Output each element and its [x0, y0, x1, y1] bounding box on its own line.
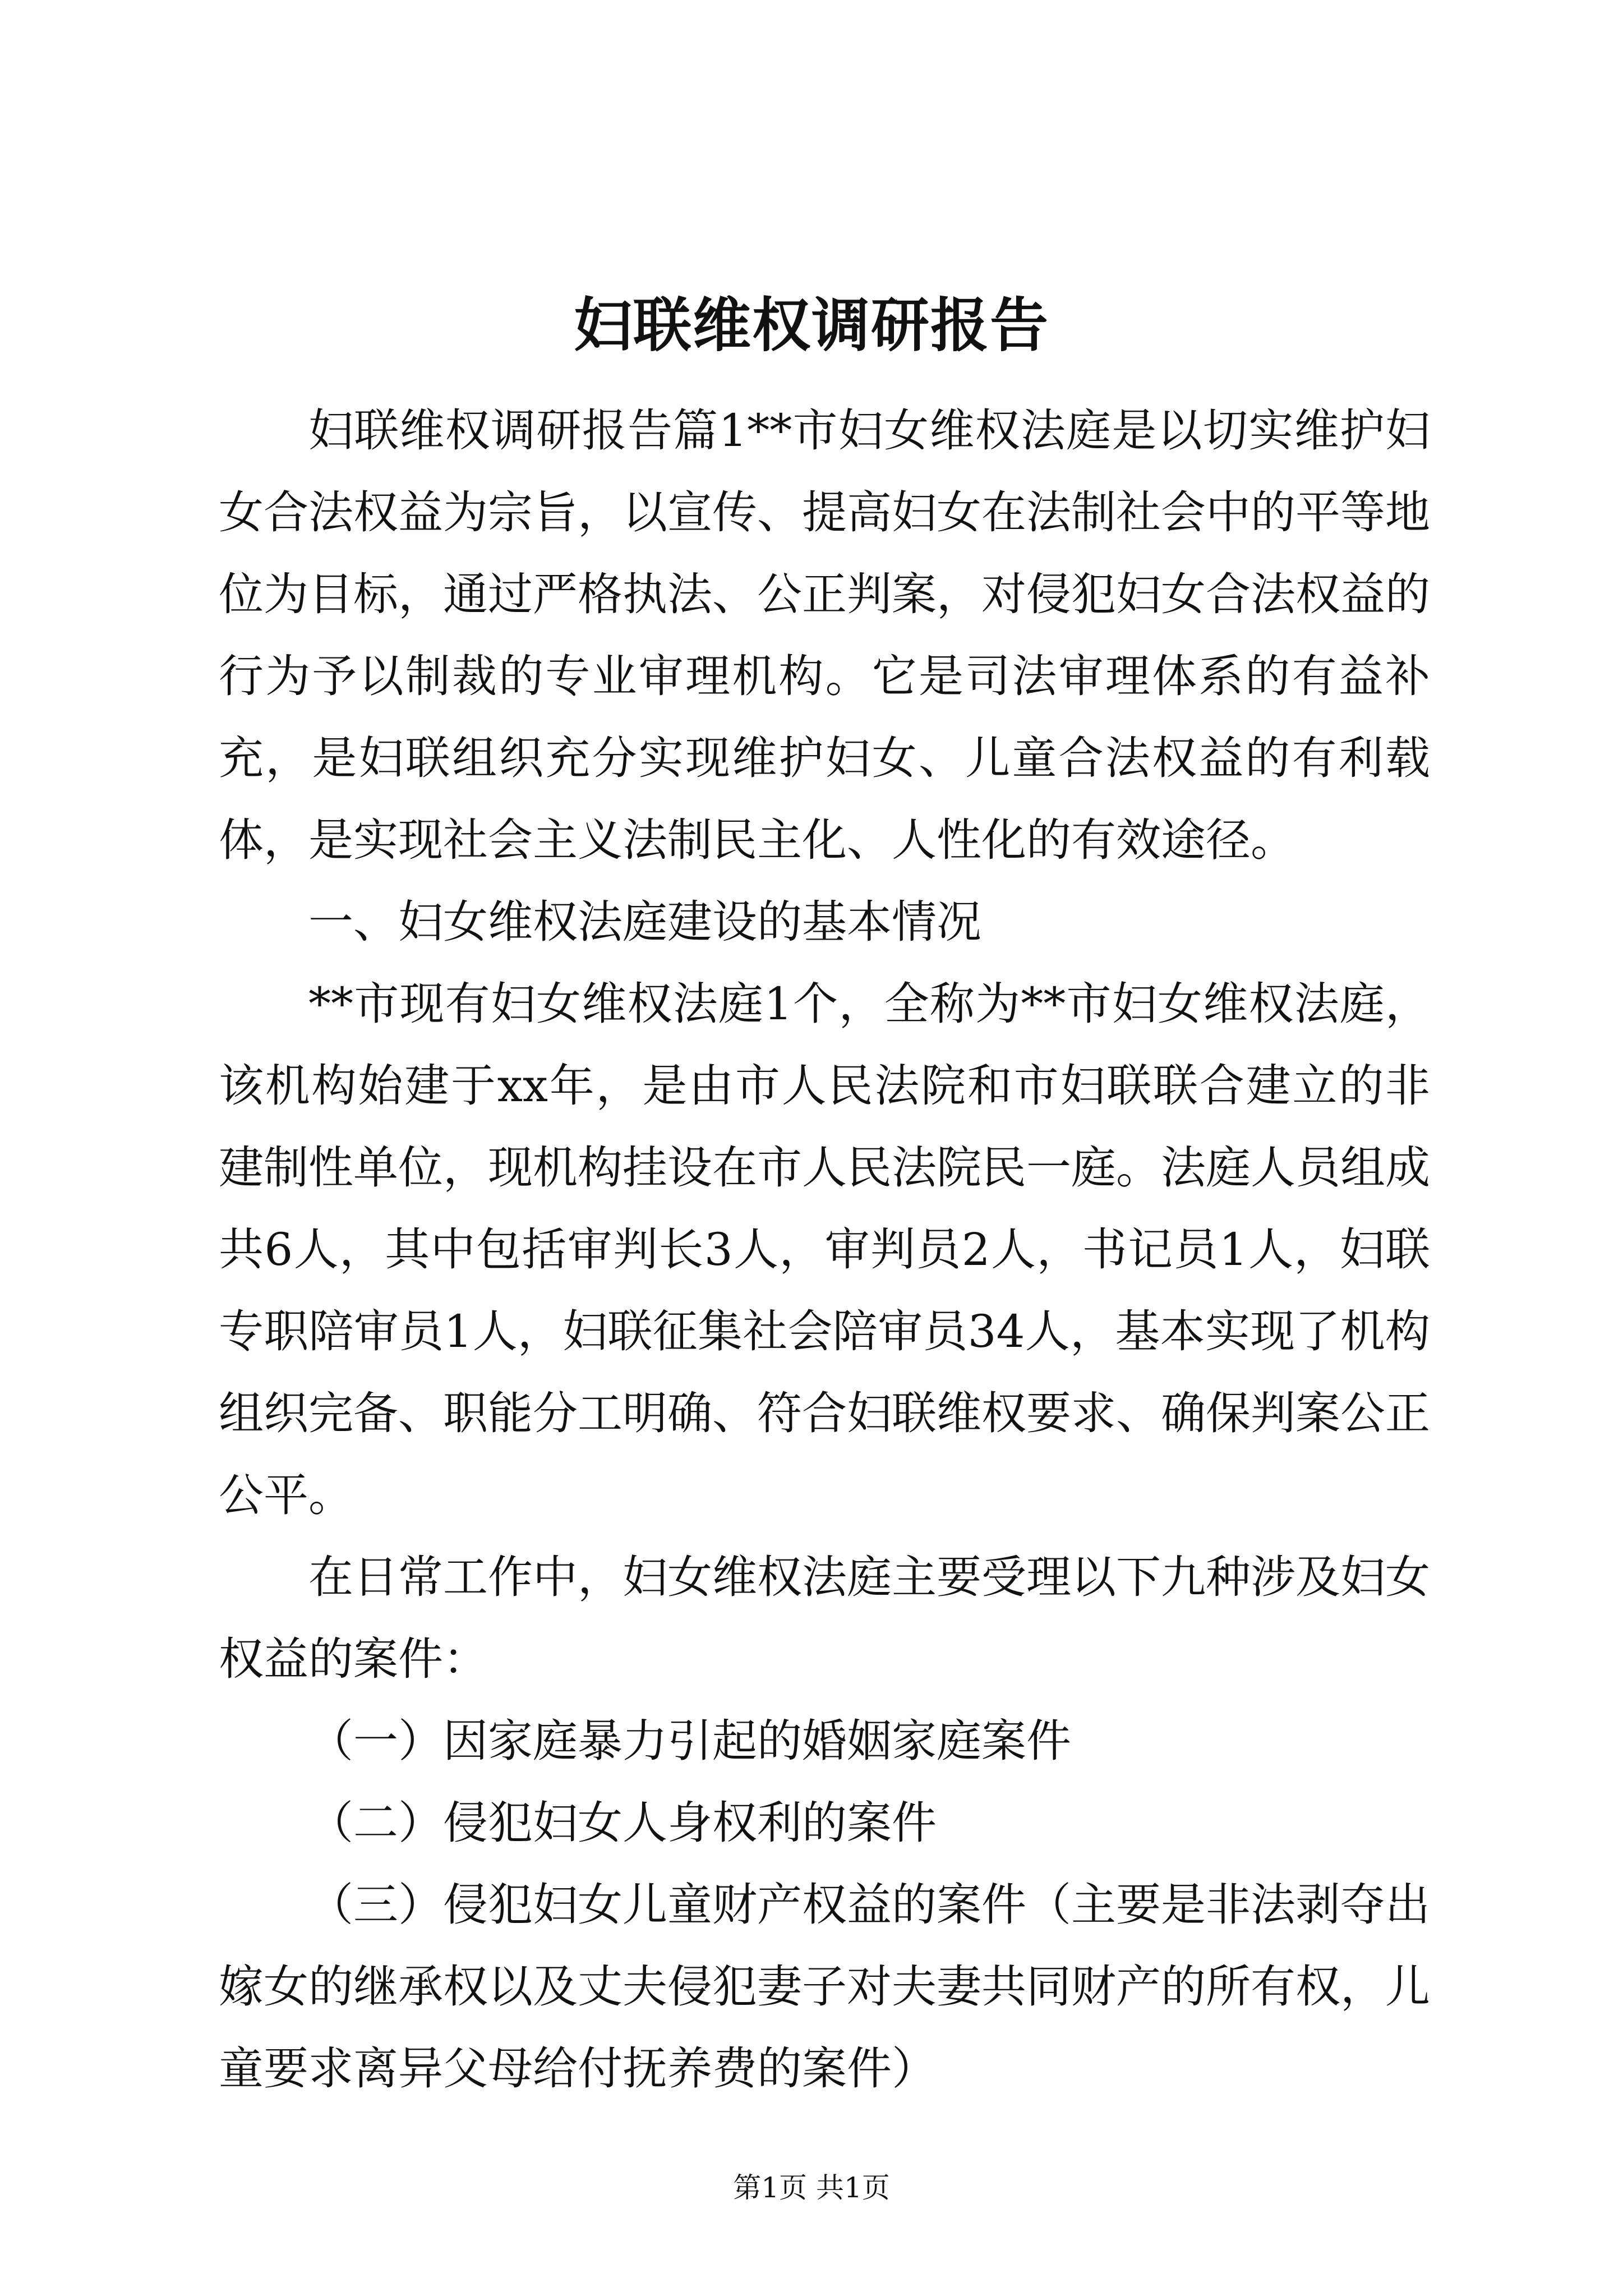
- document-body: [219, 390, 1430, 2110]
- paragraph-intro: 妇联维权调研报告篇1**市妇女维权法庭是以切实维护妇女合法权益为宗旨，以宣传、提高妇女在法制社会中的平等地位为目标，通过严格执法、公正判案，对侵犯妇女合法权益的行为予以制裁的专业审理机构。它是司法审理体系的有益补充，是妇联组织充分实现维护妇女、儿童合法权益的有利载体，是实现社会主义法制民主化、人性化的有效途径。: [219, 404, 1430, 866]
- section-heading-basic-situation: 一、妇女维权法庭建设的基本情况: [308, 896, 981, 948]
- paragraph-court-overview: **市现有妇女维权法庭1个，全称为**市妇女维权法庭，该机构始建于xx年，是由市人民法院和市妇联联合建立的非建制性单位，现机构挂设在市人民法院民一庭。法庭人员组成共6人，其中包括审判长3人，审判员2人，书记员1人，妇联专职陪审员1人，妇联征集社会陪审员34人，基本实现了机构组织完备、职能分工明确、符合妇联维权要求、确保判案公正公平。: [219, 978, 1430, 1521]
- list-item-case-type-3: （三）侵犯妇女儿童财产权益的案件（主要是非法剥夺出嫁女的继承权以及丈夫侵犯妻子对夫妻共同财产的所有权，儿童要求离异父母给付抚养费的案件）: [219, 1879, 1430, 2095]
- document-title: 妇联维权调研报告: [573, 291, 1049, 360]
- page-footer: 第1页 共1页: [733, 2171, 890, 2204]
- list-item-case-type-2: （二）侵犯妇女人身权利的案件: [308, 1797, 937, 1849]
- paragraph-case-types-intro: 在日常工作中，妇女维权法庭主要受理以下九种涉及妇女权益的案件：: [219, 1551, 1430, 1685]
- list-item-case-type-1: （一）因家庭暴力引起的婚姻家庭案件: [308, 1715, 1071, 1767]
